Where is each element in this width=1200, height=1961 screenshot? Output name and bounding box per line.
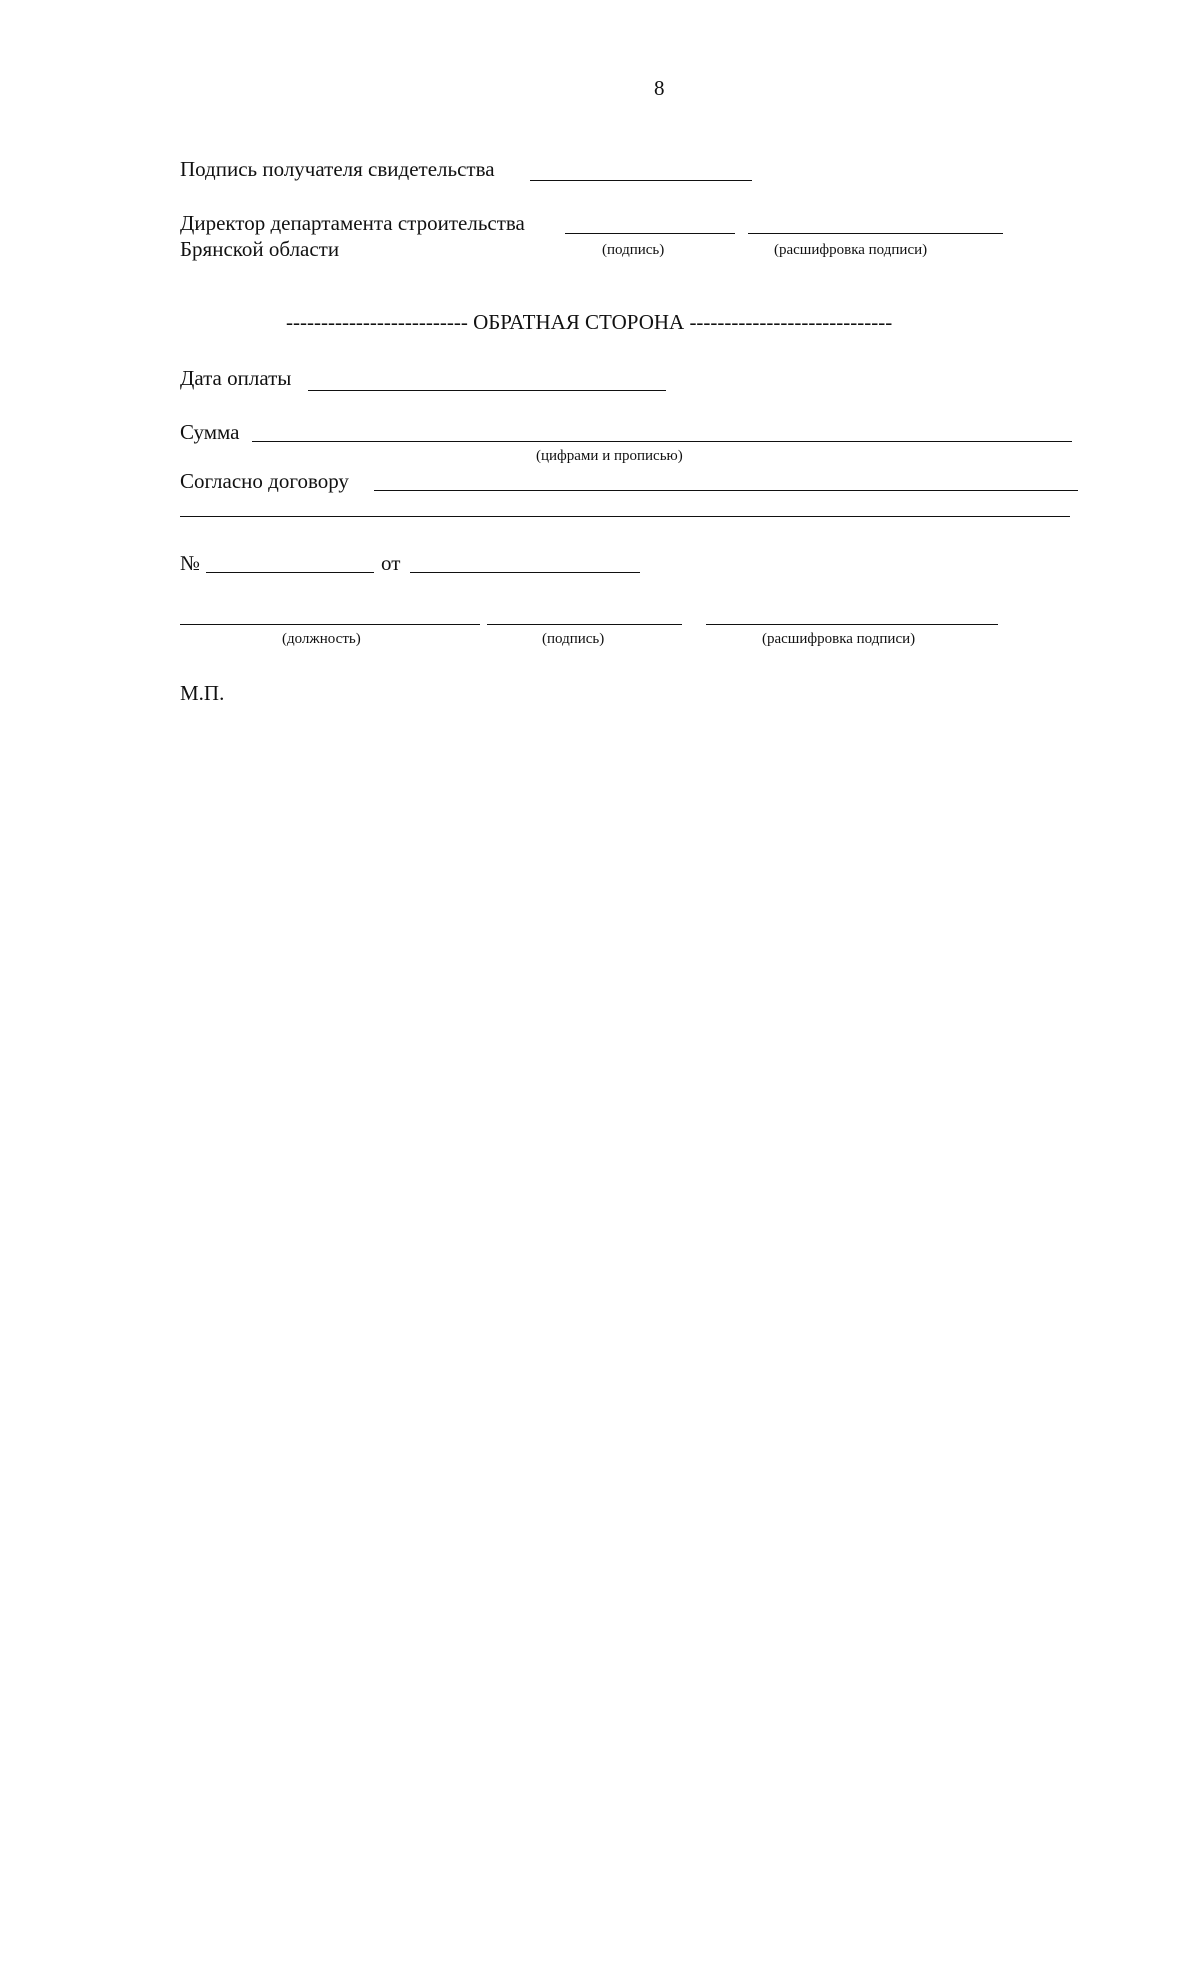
reverse-side-dashes-left: --------------------------: [286, 310, 468, 334]
contract-from-label: от: [381, 551, 401, 575]
contract-number-line[interactable]: [206, 572, 374, 573]
bottom-decryption-caption: (расшифровка подписи): [762, 631, 916, 647]
page-number: 8: [654, 76, 665, 100]
director-label-line1: Директор департамента строительства: [180, 211, 525, 235]
bottom-decryption-line[interactable]: [706, 624, 998, 625]
reverse-side-title: ОБРАТНАЯ СТОРОНА: [473, 310, 685, 334]
director-decryption-caption: (расшифровка подписи): [774, 242, 928, 258]
amount-line[interactable]: [252, 441, 1072, 442]
director-signature-caption: (подпись): [602, 242, 665, 258]
payment-date-label: Дата оплаты: [180, 366, 292, 390]
reverse-side-heading: [286, 310, 892, 334]
contract-date-line[interactable]: [410, 572, 640, 573]
contract-label: Согласно договору: [180, 469, 349, 493]
bottom-signature-line[interactable]: [487, 624, 682, 625]
contract-number-label: №: [180, 551, 201, 575]
contract-line-1[interactable]: [374, 490, 1078, 491]
director-decryption-line[interactable]: [748, 233, 1003, 234]
director-label-line2: Брянской области: [180, 237, 340, 261]
stamp-label: М.П.: [180, 681, 225, 705]
amount-label: Сумма: [180, 420, 240, 444]
reverse-side-dashes-right: -----------------------------: [689, 310, 893, 334]
contract-line-2[interactable]: [180, 516, 1070, 517]
position-line[interactable]: [180, 624, 480, 625]
payment-date-line[interactable]: [308, 390, 666, 391]
recipient-signature-line[interactable]: [530, 180, 752, 181]
bottom-signature-caption: (подпись): [542, 631, 605, 647]
amount-caption: (цифрами и прописью): [536, 448, 683, 464]
position-caption: (должность): [282, 631, 361, 647]
recipient-signature-label: Подпись получателя свидетельства: [180, 157, 495, 181]
director-signature-line[interactable]: [565, 233, 735, 234]
